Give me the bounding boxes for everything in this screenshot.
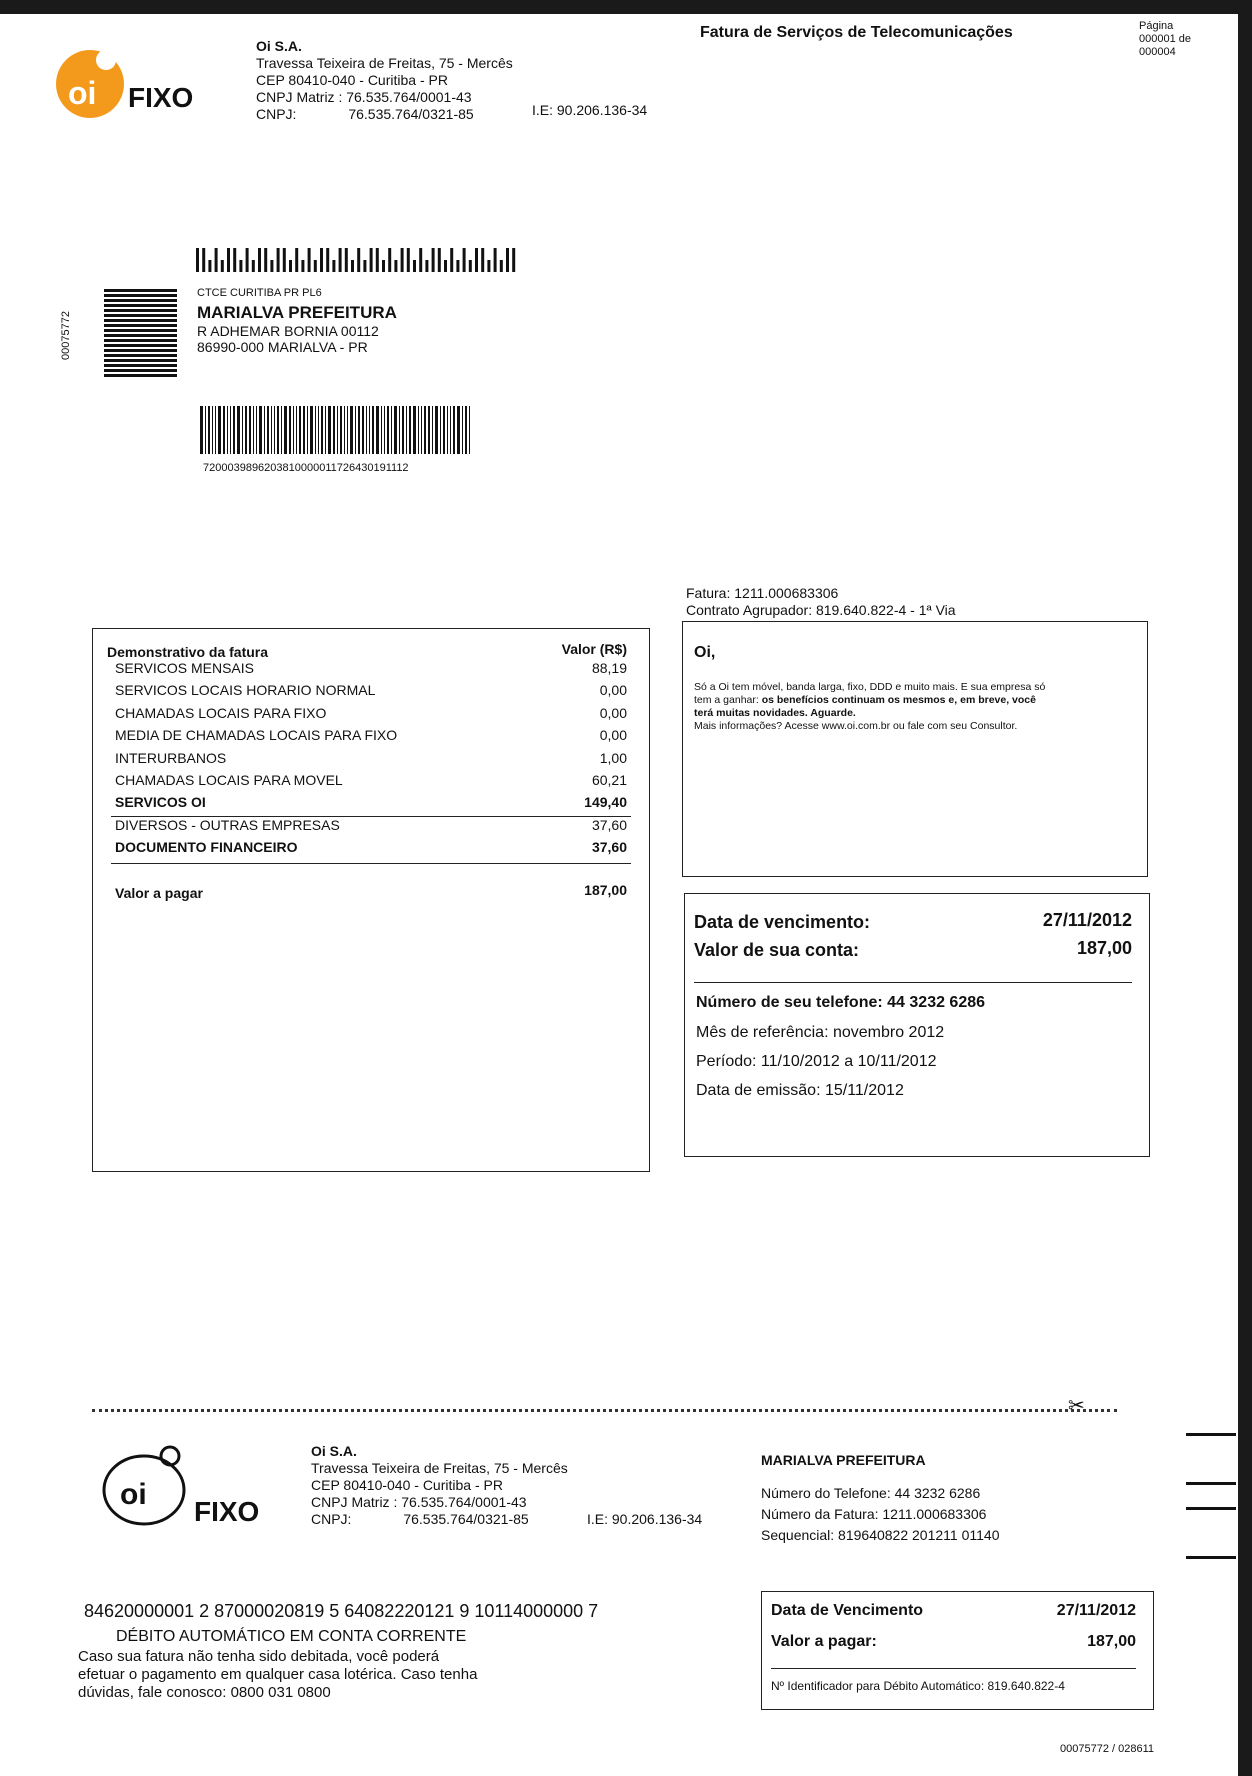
stripe-line bbox=[104, 329, 177, 332]
barcode-bar bbox=[208, 406, 210, 454]
postal-code-bars bbox=[196, 250, 526, 274]
due-date-label: Data de vencimento: bbox=[694, 912, 871, 932]
barcode-bar bbox=[450, 406, 451, 454]
postal-bar bbox=[221, 260, 224, 272]
barcode-bar bbox=[264, 406, 265, 454]
postal-bar bbox=[332, 260, 335, 272]
statement-row-value: 0,00 bbox=[599, 727, 627, 744]
statement-divider-2 bbox=[111, 863, 631, 864]
cnpj-value: 76.535.764/0321-85 bbox=[348, 106, 474, 122]
stub-customer-name: MARIALVA PREFEITURA bbox=[761, 1452, 926, 1468]
stub-sequence: Sequencial: 819640822 201211 01140 bbox=[761, 1527, 1000, 1543]
barcode-bar bbox=[205, 406, 206, 454]
page-value: 000001 de bbox=[1139, 33, 1191, 45]
statement-row bbox=[111, 839, 631, 859]
barcode-bar bbox=[303, 406, 305, 454]
barcode-bar bbox=[299, 406, 301, 454]
postal-bar bbox=[444, 260, 447, 272]
barcode-bar bbox=[457, 406, 460, 454]
statement-row-label: DIVERSOS - OUTRAS EMPRESAS bbox=[115, 816, 340, 833]
stub-company-cnpj-row bbox=[311, 1511, 568, 1528]
barcode-bar bbox=[399, 406, 400, 454]
stub-company-cnpj-matriz: CNPJ Matriz : 76.535.764/0001-43 bbox=[311, 1494, 527, 1510]
barcode-bar bbox=[277, 406, 279, 454]
postal-bar bbox=[419, 248, 422, 272]
postal-bar bbox=[208, 260, 211, 272]
postal-bar bbox=[345, 248, 348, 272]
statement-row-label: CHAMADAS LOCAIS PARA FIXO bbox=[115, 704, 327, 721]
message-line-3: terá muitas novidades. Aguarde. bbox=[694, 707, 856, 719]
postal-bar bbox=[215, 248, 218, 272]
barcode-bar bbox=[384, 406, 385, 454]
postal-bars-icon bbox=[196, 248, 526, 274]
barcode-bar bbox=[337, 406, 338, 454]
barcode-bar bbox=[310, 406, 313, 454]
doc-title: Fatura de Serviços de Telecomunicações bbox=[700, 24, 1013, 41]
barcode-bar bbox=[372, 406, 374, 454]
barcode-bar bbox=[362, 406, 364, 454]
barcode-bar bbox=[440, 406, 441, 454]
barcode-bar bbox=[237, 406, 240, 454]
postal-bar bbox=[506, 248, 509, 272]
postal-bar bbox=[301, 260, 304, 272]
postal-bar bbox=[494, 248, 497, 272]
barcode-bar bbox=[253, 406, 254, 454]
postal-bar bbox=[277, 248, 280, 272]
barcode-bar bbox=[447, 406, 448, 454]
stripe-line bbox=[104, 354, 177, 357]
debit-title: DÉBITO AUTOMÁTICO EM CONTA CORRENTE bbox=[116, 1628, 467, 1645]
scissors-icon: ✂ bbox=[1068, 1395, 1085, 1417]
barcode-bar bbox=[428, 406, 430, 454]
barcode-bar bbox=[469, 406, 470, 454]
statement-row-label: MEDIA DE CHAMADAS LOCAIS PARA FIXO bbox=[115, 727, 398, 744]
statement-row-value: 0,00 bbox=[599, 682, 627, 699]
barcode-bar bbox=[421, 406, 422, 454]
barcode-bar bbox=[409, 406, 411, 454]
stripe-line bbox=[104, 369, 177, 372]
phone-number: Número de seu telefone: 44 3232 6286 bbox=[696, 994, 986, 1011]
postal-bar bbox=[388, 248, 391, 272]
stub-invoice: Número da Fatura: 1211.000683306 bbox=[761, 1506, 987, 1522]
statement-row-label: DOCUMENTO FINANCEIRO bbox=[115, 839, 298, 856]
message-text bbox=[694, 681, 1134, 733]
recipient-barcode bbox=[200, 406, 472, 454]
postal-bar bbox=[202, 248, 205, 272]
postal-bar bbox=[246, 248, 249, 272]
message-line-2b: os benefícios continuam os mesmos e, em breve, você bbox=[761, 694, 1036, 706]
barcode-bar bbox=[435, 406, 438, 454]
page-total: 000004 bbox=[1139, 46, 1176, 58]
statement-box bbox=[92, 628, 650, 1172]
barcode-bar bbox=[259, 406, 262, 454]
postal-bar bbox=[308, 248, 311, 272]
barcode-bar bbox=[406, 406, 407, 454]
postal-bar bbox=[481, 248, 484, 272]
stripe-line bbox=[104, 334, 177, 337]
barcode-bar bbox=[293, 406, 294, 454]
barcode-bar bbox=[223, 406, 225, 454]
company-address-1: Travessa Teixeira de Freitas, 75 - Mercês bbox=[256, 55, 513, 71]
stub-company-ie: I.E: 90.206.136-34 bbox=[587, 1511, 703, 1527]
postal-bar bbox=[401, 248, 404, 272]
stripe-line bbox=[104, 309, 177, 312]
postal-bar bbox=[469, 260, 472, 272]
reference-month: Mês de referência: novembro 2012 bbox=[696, 1024, 945, 1041]
postal-bar bbox=[252, 260, 255, 272]
statement-row bbox=[111, 682, 631, 702]
statement-row bbox=[111, 794, 631, 814]
svg-text:oi: oi bbox=[120, 1478, 147, 1511]
statement-row-value: 1,00 bbox=[599, 749, 627, 766]
stripe-line bbox=[104, 299, 177, 302]
postal-bar bbox=[413, 260, 416, 272]
stub-company-block bbox=[311, 1443, 568, 1528]
postal-bar bbox=[289, 260, 292, 272]
company-block bbox=[256, 38, 513, 123]
stripe-line bbox=[104, 314, 177, 317]
postal-bar bbox=[233, 248, 236, 272]
stub-due-label: Data de Vencimento bbox=[771, 1602, 924, 1619]
postal-bar bbox=[487, 260, 490, 272]
company-ie: I.E: 90.206.136-34 bbox=[532, 102, 648, 118]
stripe-line bbox=[104, 304, 177, 307]
stub-company-address-1: Travessa Teixeira de Freitas, 75 - Mercês bbox=[311, 1460, 568, 1476]
postal-bar bbox=[432, 248, 435, 272]
barcode-bar bbox=[369, 406, 370, 454]
stripe-line bbox=[104, 344, 177, 347]
message-line-2 bbox=[694, 694, 1134, 707]
stripe-line bbox=[104, 364, 177, 367]
postal-bar bbox=[425, 260, 428, 272]
stub-customer-block bbox=[761, 1450, 999, 1546]
postal-bar bbox=[475, 248, 478, 272]
statement-row-label: SERVICOS OI bbox=[115, 794, 206, 811]
barcode-bar bbox=[242, 406, 243, 454]
statement-row-label: SERVICOS MENSAIS bbox=[115, 660, 255, 676]
stub-payment-box bbox=[761, 1591, 1154, 1710]
invoice-ref bbox=[686, 585, 956, 619]
barcode-bar bbox=[245, 406, 247, 454]
cut-line bbox=[92, 1409, 1117, 1412]
barcode-bar bbox=[328, 406, 331, 454]
summary-box bbox=[684, 893, 1150, 1157]
barcode-bar bbox=[315, 406, 316, 454]
statement-divider bbox=[111, 816, 631, 817]
statement-row-value: 88,19 bbox=[591, 660, 627, 676]
postal-bar bbox=[196, 248, 199, 272]
postal-bar bbox=[314, 260, 317, 272]
postal-bar bbox=[264, 248, 267, 272]
postal-bar bbox=[326, 248, 329, 272]
stub-oi-logo-icon bbox=[98, 1440, 198, 1532]
message-box bbox=[682, 621, 1148, 877]
total-value: 187,00 bbox=[584, 882, 627, 898]
statement-row-label: SERVICOS LOCAIS HORARIO NORMAL bbox=[115, 682, 376, 699]
postal-bar bbox=[463, 248, 466, 272]
company-cnpj-matriz: CNPJ Matriz : 76.535.764/0001-43 bbox=[256, 89, 472, 105]
statement-row-value: 149,40 bbox=[584, 794, 627, 811]
amount-label: Valor de sua conta: bbox=[694, 940, 860, 960]
debit-text-3: dúvidas, fale conosco: 0800 031 0800 bbox=[78, 1684, 331, 1701]
svg-text:oi: oi bbox=[68, 75, 97, 111]
statement-row bbox=[111, 727, 631, 747]
statement-row-value: 0,00 bbox=[599, 704, 627, 721]
stripe-line bbox=[104, 294, 177, 297]
stripe-line bbox=[104, 319, 177, 322]
barcode-bar bbox=[391, 406, 392, 454]
recipient-barcode-number: 7200039896203810000011726430191112 bbox=[203, 462, 409, 474]
stub-cnpj-value: 76.535.764/0321-85 bbox=[403, 1511, 529, 1527]
contract-number: Contrato Agrupador: 819.640.822-4 - 1ª Via bbox=[686, 602, 956, 618]
barcode-bar bbox=[321, 406, 323, 454]
recipient-route: CTCE CURITIBA PR PL6 bbox=[197, 287, 322, 299]
barcode-bar bbox=[350, 406, 353, 454]
barcode-bar bbox=[271, 406, 272, 454]
footer-code: 00075772 / 028611 bbox=[1060, 1743, 1154, 1755]
postal-bar bbox=[456, 260, 459, 272]
barcode-bar bbox=[200, 406, 203, 454]
postal-bar bbox=[450, 248, 453, 272]
barcode-bar bbox=[387, 406, 389, 454]
barcode-bar bbox=[453, 406, 455, 454]
stripe-line bbox=[104, 324, 177, 327]
postal-bar bbox=[407, 248, 410, 272]
statement-value-header: Valor (R$) bbox=[561, 641, 627, 657]
barcode-bar bbox=[413, 406, 416, 454]
scan-border-top bbox=[0, 0, 1252, 14]
issue-date: Data de emissão: 15/11/2012 bbox=[696, 1082, 904, 1099]
message-line-4: Mais informações? Acesse www.oi.com.br ou fale com seu Consultor. bbox=[694, 720, 1018, 732]
postal-bar bbox=[500, 260, 503, 272]
stub-cnpj-label: CNPJ: bbox=[311, 1511, 352, 1527]
barcode-bar bbox=[443, 406, 445, 454]
barcode-bar bbox=[340, 406, 342, 454]
scan-border-right bbox=[1238, 0, 1252, 1776]
stub-due-value: 27/11/2012 bbox=[1056, 1602, 1136, 1619]
statement-row bbox=[111, 750, 631, 770]
postal-bar bbox=[283, 248, 286, 272]
barcode-bar bbox=[394, 406, 397, 454]
postal-bar bbox=[357, 248, 360, 272]
postal-bar bbox=[370, 248, 373, 272]
logo-label: FIXO bbox=[128, 82, 194, 113]
postal-bar bbox=[512, 248, 515, 272]
recipient-name: MARIALVA PREFEITURA bbox=[197, 303, 397, 322]
barcode-bar bbox=[402, 406, 404, 454]
stub-debit-id: Nº Identificador para Débito Automático: 819.640.822-4 bbox=[771, 1679, 1065, 1693]
page-indicator bbox=[1139, 20, 1191, 59]
company-name: Oi S.A. bbox=[256, 38, 302, 54]
barcode-bar bbox=[465, 406, 467, 454]
due-date-value: 27/11/2012 bbox=[1042, 910, 1132, 930]
stripe-line bbox=[104, 374, 177, 377]
debit-text-2: efetuar o pagamento em qualquer casa lotérica. Caso tenha bbox=[78, 1666, 478, 1683]
statement-title: Demonstrativo da fatura bbox=[107, 644, 269, 660]
invoice-number: Fatura: 1211.000683306 bbox=[686, 585, 839, 601]
postal-bar bbox=[295, 248, 298, 272]
amount-value: 187,00 bbox=[1076, 938, 1132, 958]
postal-bar bbox=[394, 260, 397, 272]
barcode-bar bbox=[333, 406, 335, 454]
stripe-line bbox=[104, 359, 177, 362]
barcode-bar bbox=[249, 406, 251, 454]
postal-bar bbox=[351, 260, 354, 272]
recipient-city: 86990-000 MARIALVA - PR bbox=[197, 339, 368, 355]
barcode-bar bbox=[344, 406, 345, 454]
summary-divider bbox=[694, 982, 1132, 983]
postal-bar bbox=[376, 248, 379, 272]
stub-pay-value: 187,00 bbox=[1087, 1633, 1136, 1650]
postal-bar bbox=[438, 248, 441, 272]
side-marks bbox=[1186, 1433, 1236, 1559]
message-line-2a: tem a ganhar: bbox=[694, 694, 762, 706]
barcode-bar bbox=[212, 406, 213, 454]
stub-logo bbox=[98, 1440, 198, 1532]
postal-bar bbox=[239, 260, 242, 272]
page-label: Página bbox=[1139, 20, 1174, 32]
company-address-2: CEP 80410-040 - Curitiba - PR bbox=[256, 72, 448, 88]
statement-row-value: 37,60 bbox=[591, 816, 627, 833]
stub-phone: Número do Telefone: 44 3232 6286 bbox=[761, 1485, 981, 1501]
stripe-line bbox=[104, 289, 177, 292]
recipient-street: R ADHEMAR BORNIA 00112 bbox=[197, 323, 379, 339]
barcode-bar bbox=[325, 406, 326, 454]
barcode-bar bbox=[358, 406, 360, 454]
stripe-line bbox=[104, 339, 177, 342]
barcode-bar bbox=[355, 406, 356, 454]
postal-bar bbox=[320, 248, 323, 272]
stripe-line bbox=[104, 349, 177, 352]
stub-company-name: Oi S.A. bbox=[311, 1443, 357, 1459]
barcode-bar bbox=[347, 406, 348, 454]
barcode-bar bbox=[218, 406, 221, 454]
barcode-bar bbox=[227, 406, 228, 454]
barcode-bar bbox=[381, 406, 382, 454]
postal-bar bbox=[227, 248, 230, 272]
billing-period: Período: 11/10/2012 a 10/11/2012 bbox=[696, 1053, 937, 1070]
postal-bar bbox=[382, 260, 385, 272]
side-code: 00075772 bbox=[60, 311, 72, 360]
digitable-line: 84620000001 2 87000020819 5 64082220121 9 10114000000 7 bbox=[84, 1601, 599, 1621]
stub-box-divider bbox=[771, 1668, 1136, 1669]
postal-bar bbox=[339, 248, 342, 272]
company-cnpj-row bbox=[256, 106, 513, 123]
message-line-1: Só a Oi tem móvel, banda larga, fixo, DDD e muito mais. E sua empresa só bbox=[694, 681, 1046, 693]
stub-company-address-2: CEP 80410-040 - Curitiba - PR bbox=[311, 1477, 503, 1493]
barcode-bar bbox=[233, 406, 235, 454]
barcode-bar bbox=[296, 406, 297, 454]
message-greeting: Oi, bbox=[694, 644, 716, 661]
barcode-bar bbox=[281, 406, 282, 454]
postal-bar bbox=[270, 260, 273, 272]
barcode-bar bbox=[424, 406, 426, 454]
statement-row bbox=[111, 772, 631, 792]
barcode-bar bbox=[215, 406, 216, 454]
statement-row-label: CHAMADAS LOCAIS PARA MOVEL bbox=[115, 772, 343, 788]
barcode-bar bbox=[256, 406, 257, 454]
debit-text bbox=[78, 1648, 477, 1702]
statement-row-value: 60,21 bbox=[591, 772, 627, 788]
postal-bar bbox=[363, 260, 366, 272]
barcode-bar bbox=[284, 406, 287, 454]
postal-bar bbox=[258, 248, 261, 272]
total-label: Valor a pagar bbox=[115, 885, 203, 901]
barcode-bar bbox=[432, 406, 433, 454]
stub-pay-label: Valor a pagar: bbox=[771, 1633, 877, 1650]
recipient-block bbox=[197, 287, 397, 355]
stripe-block bbox=[104, 289, 177, 379]
barcode-bar bbox=[289, 406, 291, 454]
barcode-bar bbox=[376, 406, 379, 454]
barcode-bar bbox=[418, 406, 419, 454]
barcode-bar bbox=[267, 406, 269, 454]
barcode-bar bbox=[318, 406, 319, 454]
barcode-bar bbox=[462, 406, 463, 454]
barcode-bar bbox=[366, 406, 367, 454]
debit-text-1: Caso sua fatura não tenha sido debitada, você poderá bbox=[78, 1648, 440, 1665]
barcode-bar bbox=[274, 406, 275, 454]
statement-row-label: INTERURBANOS bbox=[115, 749, 227, 766]
statement-row-value: 37,60 bbox=[591, 839, 627, 856]
stub-logo-label: FIXO bbox=[194, 1496, 260, 1527]
barcode-bar bbox=[307, 406, 308, 454]
barcode-bar bbox=[230, 406, 231, 454]
cnpj-label: CNPJ: bbox=[256, 106, 297, 122]
statement-row bbox=[111, 705, 631, 725]
statement-row bbox=[111, 660, 631, 680]
statement-row bbox=[111, 817, 631, 837]
